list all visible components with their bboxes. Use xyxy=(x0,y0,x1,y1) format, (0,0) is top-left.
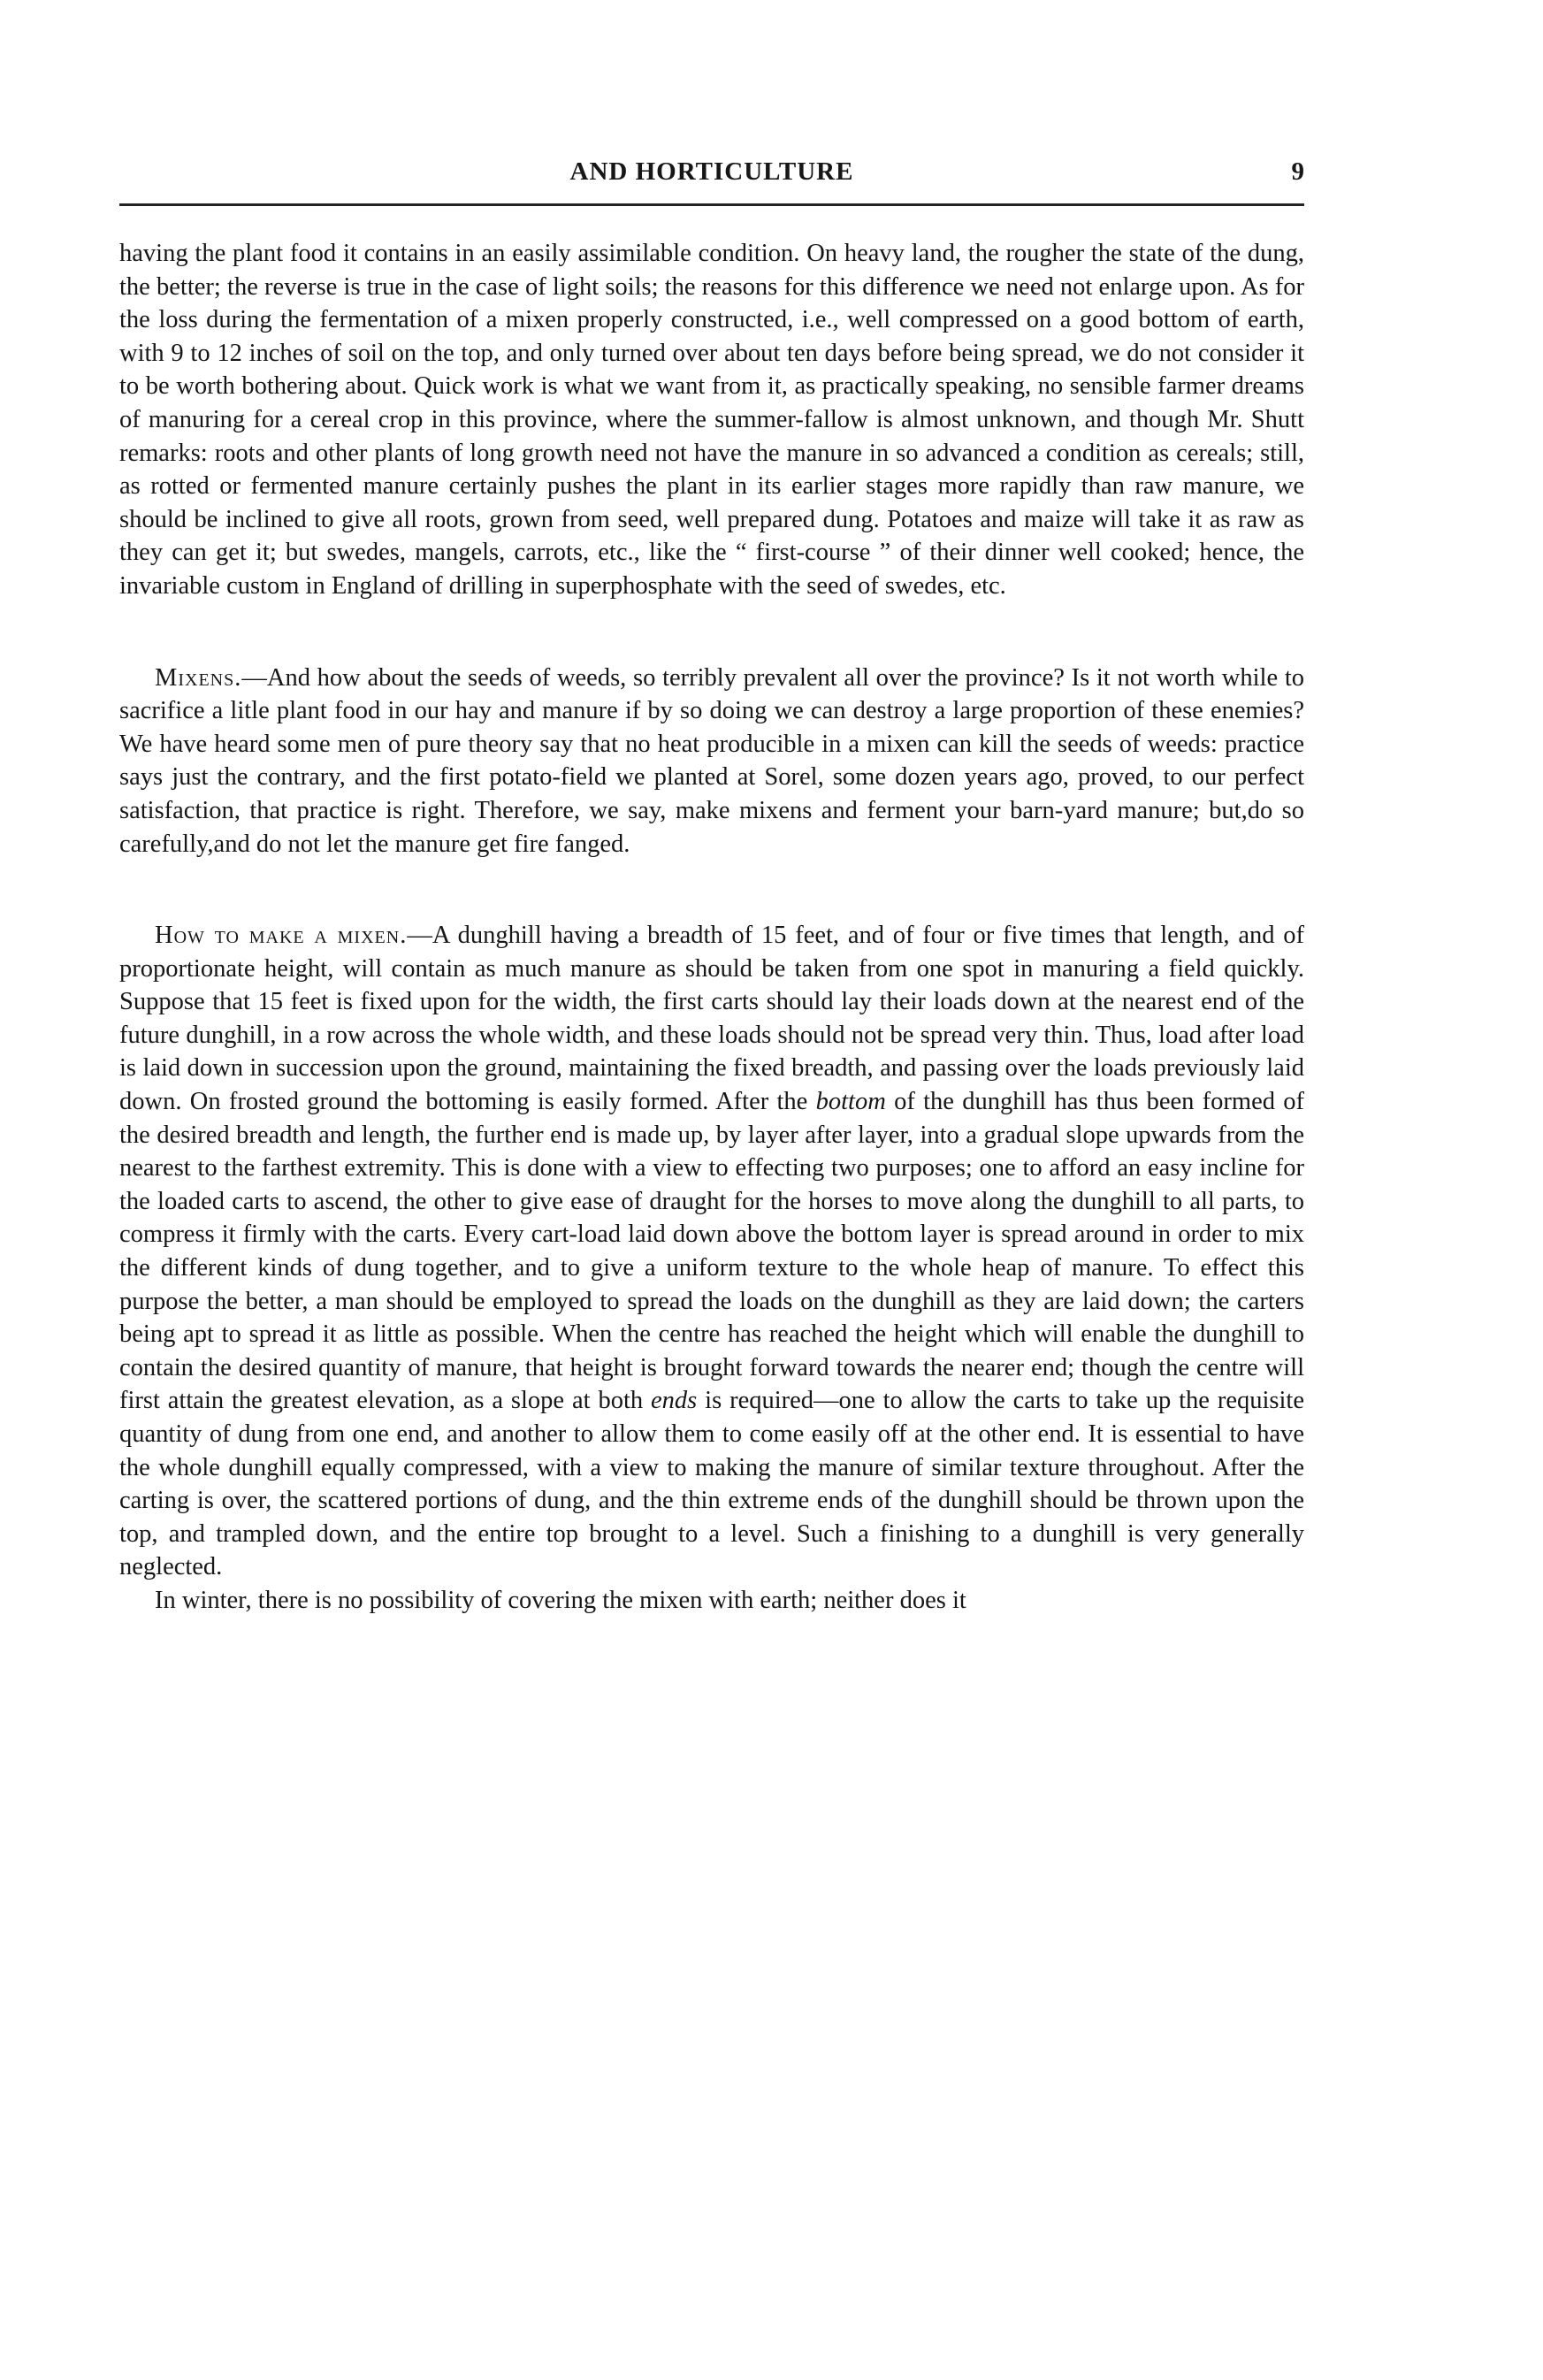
paragraph-text: In winter, there is no possibility of covering the mixen with earth; neither does it xyxy=(155,1586,966,1614)
paragraph-mixens xyxy=(119,662,1304,861)
paragraph-winter xyxy=(119,1584,1304,1618)
body-text xyxy=(119,237,1304,1618)
paragraph-text: —And how about the seeds of weeds, so terribly prevalent all over the province? Is it not worth while to sacrifice a litle plant food in our hay and manure if by so doing we can destroy a large proportion of these enemies? We have heard some men of pure theory say that no heat producible in a mixen can kill the seeds of weeds: practice says just the contrary, and the first potato-field we planted at Sorel, some dozen years ago, proved, to our perfect satisfaction, that practice is right. Therefore, we say, make mixens and ferment your barn-yard manure; but,do so carefully,and do not let the manure get fire fanged. xyxy=(119,663,1304,858)
running-title: AND HORTICULTURE xyxy=(569,157,854,186)
paragraph-text: —A dunghill having a breadth of 15 feet, and of four or five times that length, and of proportionate height, will contain as much manure as should be taken from one spot in manuring a field quickly. Suppose that 15 feet is fixed upon for the width, the first carts should lay their loads down at the nearest end of the future dunghill, in a row across the whole width, and these loads should not be spread very thin. Thus, load after load is laid down in succession upon the ground, maintaining the fixed breadth, and passing over the loads previously laid down. On frosted ground the bottoming is easily formed. After the xyxy=(119,922,1305,1116)
paragraph-text: having the plant food it contains in an easily assimilable condition. On heavy land, the rougher the state of the dung, the better; the reverse is true in the case of light soils; the reasons for this difference we need not enlarge upon. As for the loss during the fermentation of a mixen properly constructed, i.e., well compressed on a good bottom of earth, with 9 to 12 inches of soil on the top, and only turned over about ten days before being spread, we do not consider it to be worth bothering about. Quick work is what we want from it, as practically speaking, no sensible farmer dreams of manuring for a cereal crop in this province, where the summer-fallow is almost unknown, and though Mr. Shutt remarks: roots and other plants of long growth need not have the manure in so advanced a condition as cereals; still, as rotted or fermented manure certainly pushes the plant in its earlier stages more rapidly than raw manure, we should be inclined to give all roots, grown from seed, well prepared dung. Potatoes and maize will take it as raw as they can get it; but swedes, mangels, carrots, etc., like the “ first-course ” of their dinner well cooked; hence, the invariable custom in England of drilling in superphosphate with the seed of swedes, etc. xyxy=(119,240,1304,600)
italic-term: ends xyxy=(651,1387,698,1415)
section-heading-mixens: Mixens. xyxy=(155,663,242,692)
paragraph-continued xyxy=(119,237,1304,603)
italic-term: bottom xyxy=(815,1088,886,1116)
header-rule xyxy=(119,203,1304,206)
section-heading-how-to-make-mixen: How to make a mixen. xyxy=(155,922,408,950)
paragraph-text: is required—one to allow the carts to take up the requisite quantity of dung from one end, and another to allow them to come easily off at the other end. It is essential to have the whole dunghill equally compressed, with a view to making the manure of similar texture throughout. After the carting is over, the scattered portions of dung, and the thin extreme ends of the dunghill should be thrown upon the top, and trampled down, and the entire top brought to a level. Such a finishing to a dunghill is very generally neglected. xyxy=(119,1387,1304,1581)
page-number: 9 xyxy=(1291,157,1304,186)
running-header xyxy=(119,157,1304,207)
paragraph-how-to-make-mixen xyxy=(119,919,1304,1584)
paragraph-text: of the dunghill has thus been formed of the desired breadth and length, the further end is made up, by layer after layer, into a gradual slope upwards from the nearest to the farthest extremity. This is done with a view to effecting two purposes; one to afford an easy incline for the loaded carts to ascend, the other to give ease of draught for the horses to move along the dunghill to all parts, to compress it firmly with the carts. Every cart-load laid down above the bottom layer is spread around in order to mix the different kinds of dung together, and to give a uniform texture to the whole heap of manure. To effect this purpose the better, a man should be employed to spread the loads on the dunghill as they are laid down; the carters being apt to spread it as little as possible. When the centre has reached the height which will enable the dunghill to contain the desired quantity of manure, that height is brought forward towards the nearer end; though the centre will first attain the greatest elevation, as a slope at both xyxy=(119,1088,1305,1415)
